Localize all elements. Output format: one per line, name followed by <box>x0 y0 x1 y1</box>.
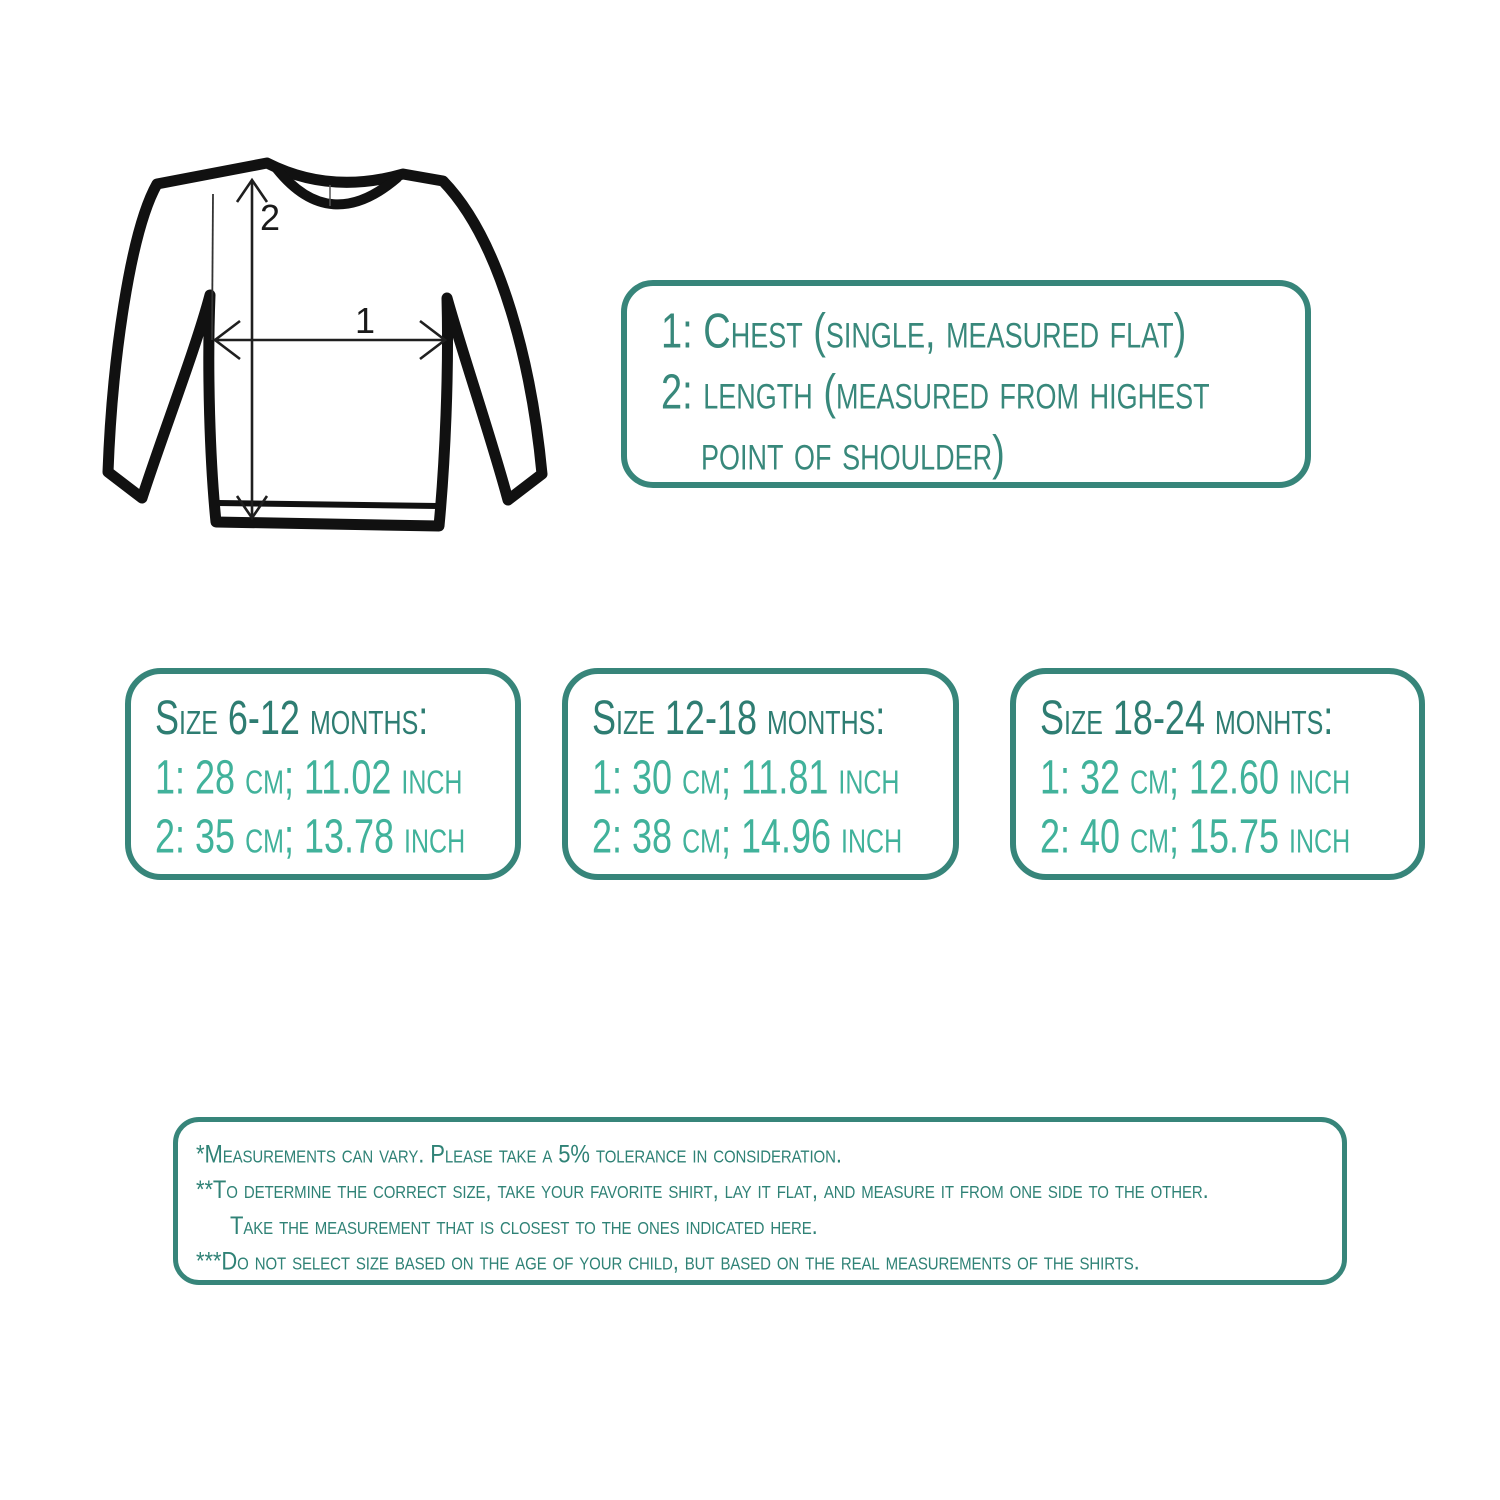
size-length-value: 2: 35 cm; 13.78 inch <box>155 808 466 864</box>
size-box-title: Size 12-18 months: <box>592 689 886 745</box>
legend-line-length-cont: point of shoulder) <box>701 426 1005 482</box>
size-box-title: Size 18-24 monhts: <box>1040 689 1334 745</box>
legend-text <box>661 302 1289 485</box>
legend-line-chest: 1: Chest (single, measured flat) <box>661 304 1187 360</box>
size-length-value: 2: 40 cm; 15.75 inch <box>1040 808 1351 864</box>
size-box-text <box>155 688 499 866</box>
size-box-18-24-months <box>1010 668 1425 880</box>
footnote-line: Take the measurement that is closest to the ones indicated here. <box>230 1210 818 1240</box>
legend-line-length: 2: length (measured from highest <box>661 365 1210 421</box>
size-box-title: Size 6-12 months: <box>155 689 429 745</box>
size-box-6-12-months <box>125 668 521 880</box>
size-box-text <box>1040 688 1403 866</box>
legend-box <box>621 280 1311 488</box>
footnotes-text <box>196 1136 1328 1279</box>
size-box-12-18-months <box>562 668 959 880</box>
chest-arrow-label: 1 <box>355 300 376 341</box>
footnote-line: ***Do not select size based on the age of your child, but based on the real measurements of the shirts. <box>196 1246 1140 1276</box>
footnotes-box <box>173 1117 1347 1285</box>
size-chest-value: 1: 28 cm; 11.02 inch <box>155 748 463 805</box>
footnote-line: **To determine the correct size, take your favorite shirt, lay it flat, and measure it from one side to the other. <box>196 1175 1209 1204</box>
size-chest-value: 1: 30 cm; 11.81 inch <box>592 748 900 805</box>
size-box-text <box>592 688 937 866</box>
shirt-drawing <box>100 140 570 550</box>
shirt-diagram <box>100 140 570 550</box>
side-seam-line <box>212 194 213 340</box>
footnote-line: *Measurements can vary. Please take a 5% tolerance in consideration. <box>196 1139 842 1169</box>
length-arrow-label: 2 <box>260 197 281 238</box>
size-chest-value: 1: 32 cm; 12.60 inch <box>1040 748 1351 805</box>
size-length-value: 2: 38 cm; 14.96 inch <box>592 808 903 864</box>
shirt-outline <box>108 163 542 526</box>
